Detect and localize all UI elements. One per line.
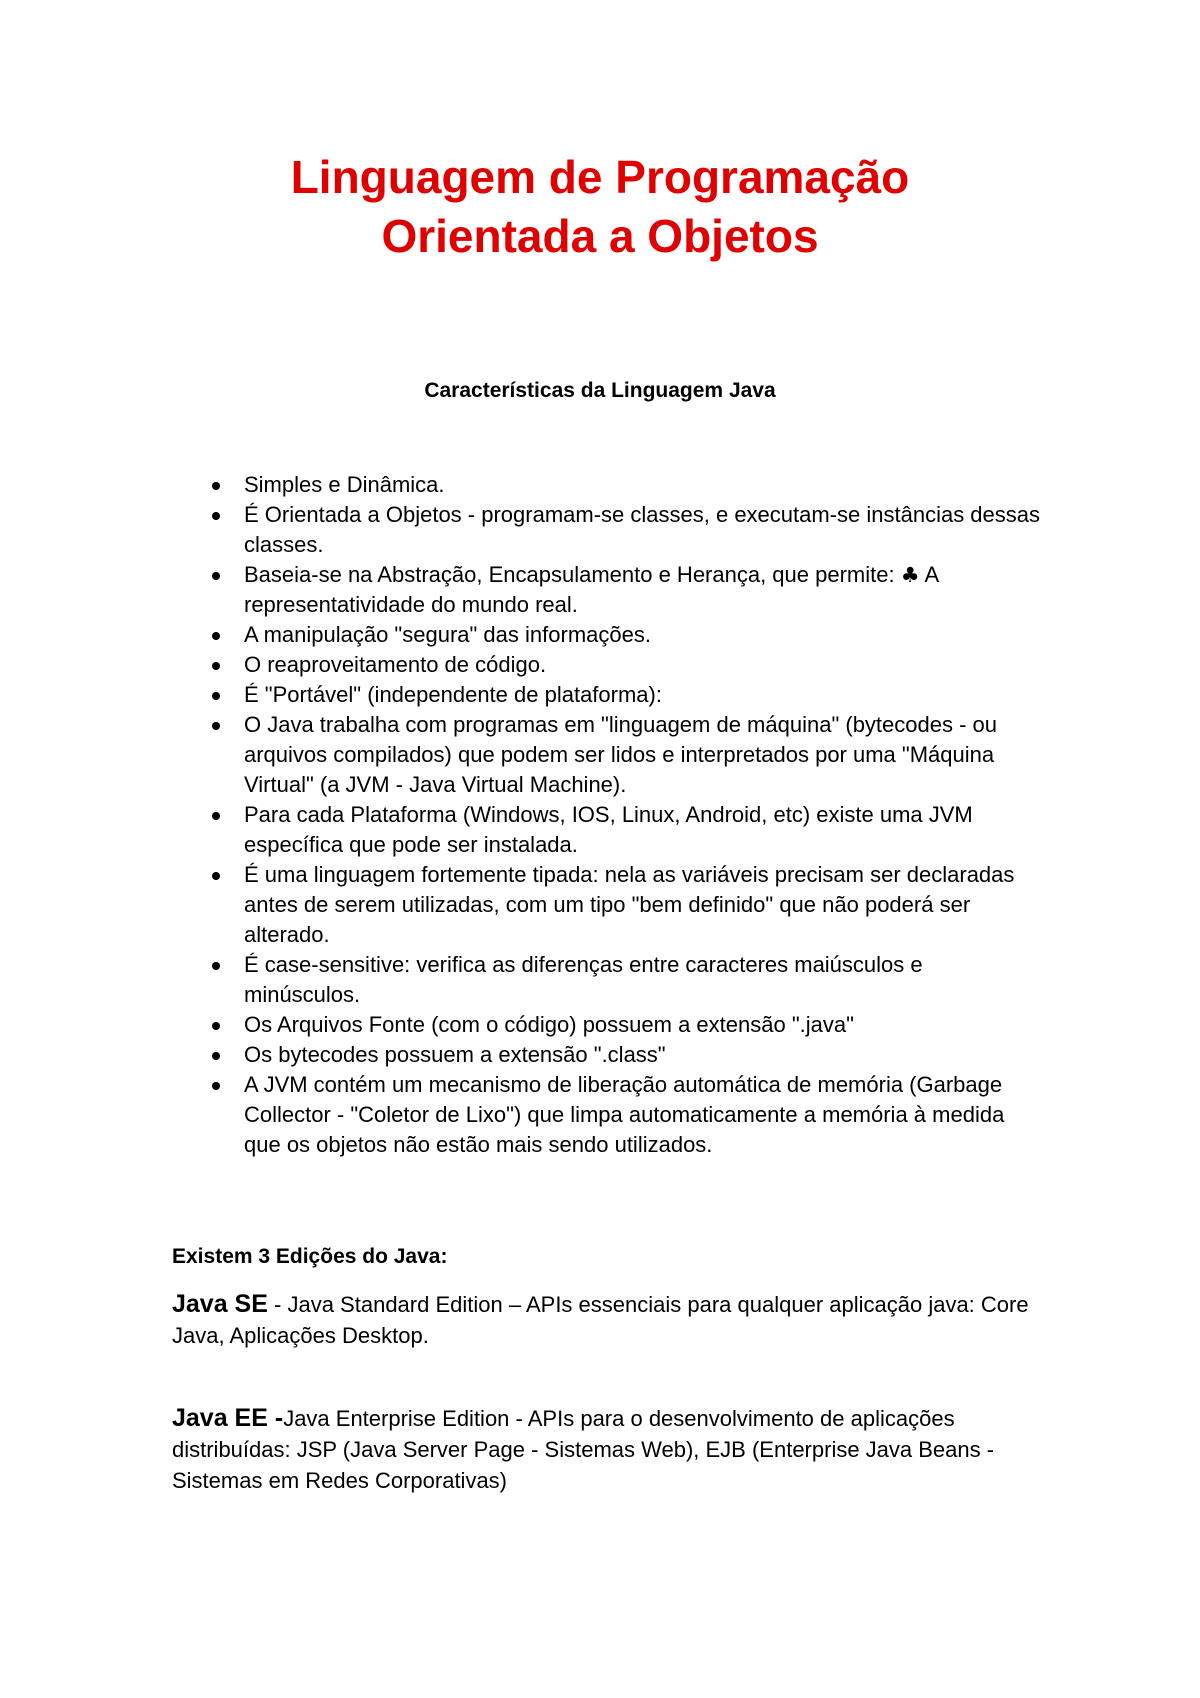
list-item-text: A manipulação "segura" das informações. (244, 622, 651, 647)
bullet-icon (212, 632, 220, 640)
bullet-icon (212, 662, 220, 670)
list-item-text: É "Portável" (independente de plataforma): (244, 682, 662, 707)
bullet-icon (212, 572, 220, 580)
list-item (244, 800, 1044, 860)
list-item (244, 620, 1044, 650)
bullet-icon (212, 1082, 220, 1090)
list-item (244, 1040, 1044, 1070)
title-line-1: Linguagem de Programação (290, 151, 910, 203)
title-line-2: Orientada a Objetos (381, 210, 819, 262)
document-title (0, 148, 1200, 266)
edition-name: Java EE - (172, 1404, 284, 1432)
bullet-icon (212, 872, 220, 880)
list-item-text: Baseia-se na Abstração, Encapsulamento e Herança, que permite: (244, 562, 901, 587)
list-item-text-after: A representatividade do mundo real. (244, 562, 938, 617)
list-item-text: É case-sensitive: verifica as diferenças entre caracteres maiúsculos e minúsculos. (244, 952, 923, 1007)
edition-description: - Java Standard Edition – APIs essenciais para qualquer aplicação java: Core Java, Aplicações Desktop. (172, 1292, 1029, 1348)
editions-heading: Existem 3 Edições do Java: (172, 1245, 448, 1268)
list-item (244, 470, 1044, 500)
list-item-text: Para cada Plataforma (Windows, IOS, Linux, Android, etc) existe uma JVM específica que pode ser instalada. (244, 802, 973, 857)
list-item-text: É Orientada a Objetos - programam-se classes, e executam-se instâncias dessas classes. (244, 502, 1041, 557)
edition-name: Java SE (172, 1290, 268, 1318)
list-item-text: Os bytecodes possuem a extensão ".class" (244, 1042, 666, 1067)
list-item-text: Os Arquivos Fonte (com o código) possuem a extensão ".java" (244, 1012, 854, 1037)
list-item (244, 860, 1044, 950)
edition-java-se (172, 1289, 1032, 1351)
list-item (244, 1070, 1044, 1160)
list-item (244, 560, 1044, 620)
bullet-icon (212, 722, 220, 730)
list-item-text: O Java trabalha com programas em "linguagem de máquina" (bytecodes - ou arquivos compilados) que podem ser lidos e interpretados por uma "Máquina Virtual" (a JVM - Java Virtual Machine). (244, 712, 998, 797)
edition-java-ee (172, 1403, 1032, 1496)
bullet-icon (212, 812, 220, 820)
list-item (244, 650, 1044, 680)
list-item-text: Simples e Dinâmica. (244, 472, 445, 497)
club-suit-icon: ♣ (900, 563, 920, 587)
list-item (244, 500, 1044, 560)
bullet-icon (212, 512, 220, 520)
list-item-text: É uma linguagem fortemente tipada: nela as variáveis precisam ser declaradas antes de serem utilizadas, com um tipo "bem definido" que não poderá ser alterado. (244, 862, 1015, 947)
list-item-text: A JVM contém um mecanismo de liberação automática de memória (Garbage Collector - "Coletor de Lixo") que limpa automaticamente a memória à medida que os objetos não estão mais sendo utilizados. (244, 1072, 1005, 1157)
bullet-icon (212, 962, 220, 970)
features-list (244, 470, 1044, 1160)
list-item-text: O reaproveitamento de código. (244, 652, 547, 677)
section-heading: Características da Linguagem Java (424, 379, 776, 402)
bullet-icon (212, 692, 220, 700)
bullet-icon (212, 1022, 220, 1030)
bullet-icon (212, 482, 220, 490)
list-item (244, 680, 1044, 710)
list-item (244, 1010, 1044, 1040)
list-item (244, 710, 1044, 800)
list-item (244, 950, 1044, 1010)
edition-description: Java Enterprise Edition - APIs para o desenvolvimento de aplicações distribuídas: JSP (Java Server Page - Sistemas Web), EJB (Enterprise Java Beans - Sistemas em Redes Corporativas) (172, 1406, 995, 1493)
bullet-icon (212, 1052, 220, 1060)
